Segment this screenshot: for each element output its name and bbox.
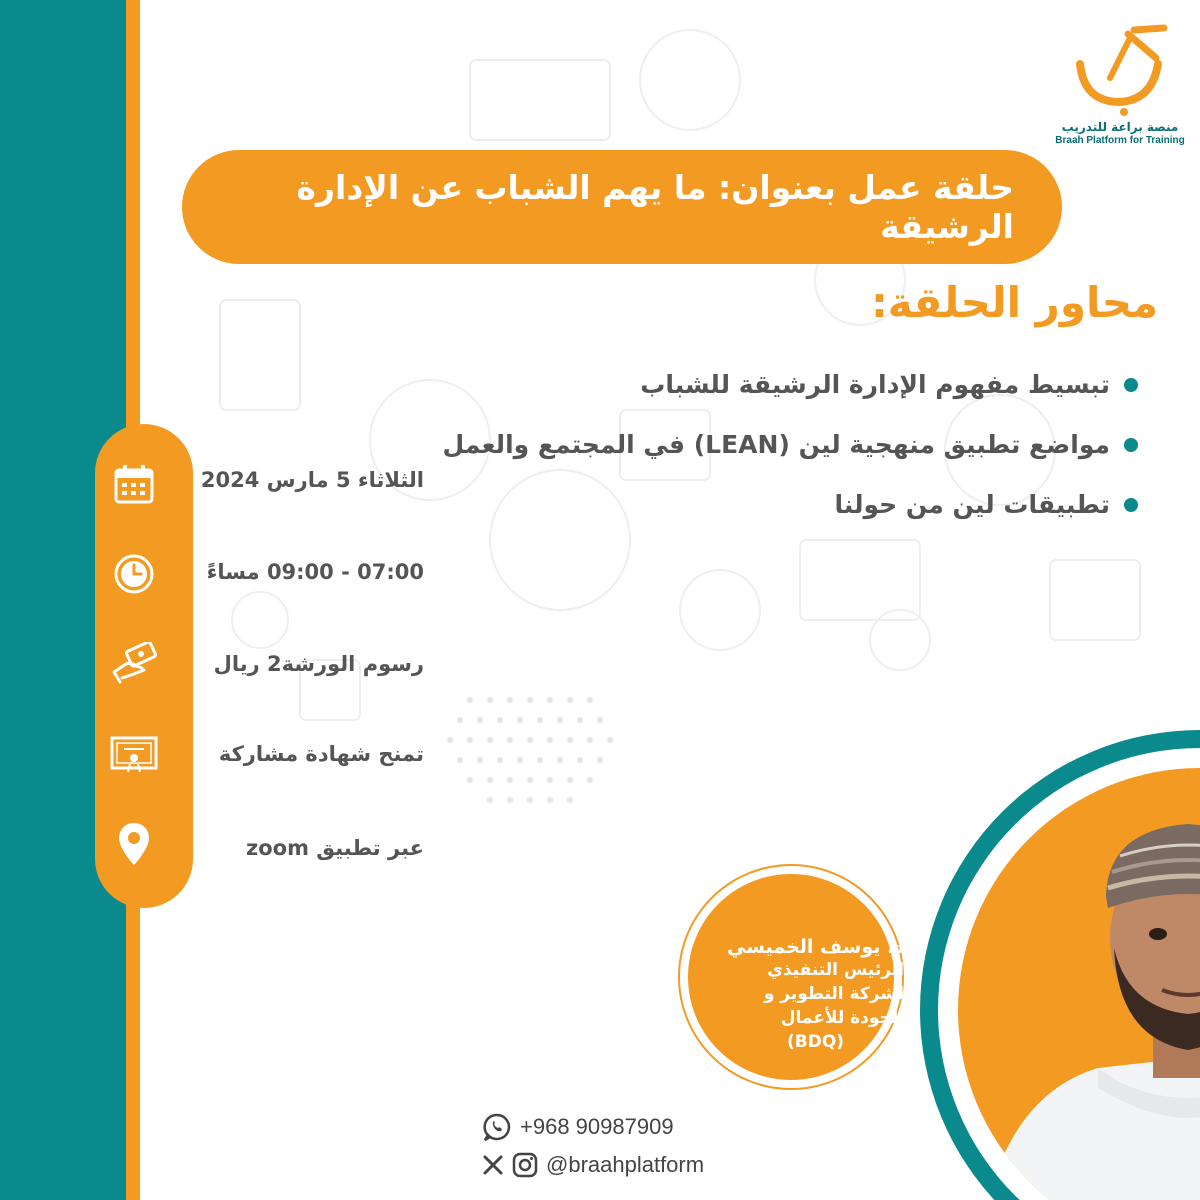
- axis-item-text: تبسيط مفهوم الإدارة الرشيقة للشباب: [640, 370, 1110, 399]
- speaker-organization: (BDQ): [786, 1032, 845, 1052]
- certificate-note: تمنح شهادة مشاركة: [218, 742, 424, 766]
- phone-contact[interactable]: [482, 1112, 674, 1142]
- workshop-fee: رسوم الورشة2 ريال: [213, 652, 424, 676]
- braah-logo-icon: [1070, 24, 1170, 116]
- speaker-photo: [958, 768, 1200, 1200]
- event-date: الثلاثاء 5 مارس 2024: [200, 468, 424, 492]
- speaker-role-line: الجودة للأعمال: [780, 1008, 904, 1028]
- social-contact[interactable]: [482, 1152, 704, 1178]
- workshop-title: حلقة عمل بعنوان: ما يهم الشباب عن الإدارة الرشيقة: [296, 168, 1014, 246]
- location-pin-icon: [104, 814, 164, 874]
- axes-heading: محاور الحلقة:: [870, 278, 1158, 327]
- title-banner: [182, 150, 1062, 264]
- calendar-icon: [104, 454, 164, 514]
- axis-item: [640, 370, 1138, 399]
- bullet-dot: [1124, 498, 1138, 512]
- speaker-role-line: الرئيس التنفيذي: [767, 960, 904, 980]
- axis-item-text: تطبيقات لين من حولنا: [834, 490, 1110, 519]
- axis-item-text: مواضع تطبيق منهجية لين (LEAN) في المجتمع والعمل: [442, 430, 1110, 459]
- brand-name-english: Braah Platform for Training: [1055, 135, 1185, 146]
- clock-icon: [104, 544, 164, 604]
- speaker-info: [727, 936, 904, 1054]
- axis-item: [443, 430, 1139, 459]
- bullet-dot: [1124, 378, 1138, 392]
- social-handle: @braahplatform: [546, 1152, 705, 1177]
- instagram-icon: [512, 1152, 538, 1178]
- brand-logo: [1050, 24, 1190, 146]
- x-icon: [482, 1154, 504, 1176]
- axis-item: [834, 490, 1138, 519]
- whatsapp-icon: [482, 1112, 512, 1142]
- speaker-role-line: لشركة التطوير و: [763, 984, 904, 1004]
- phone-number: +968 90987909: [520, 1114, 674, 1139]
- bullet-dot: [1124, 438, 1138, 452]
- event-time: 07:00 - 09:00 مساءً: [206, 560, 424, 584]
- certificate-icon: [104, 724, 164, 784]
- event-platform: عبر تطبيق zoom: [246, 836, 424, 860]
- speaker-photo-frame: [958, 768, 1200, 1200]
- money-hand-icon: [104, 634, 164, 694]
- speaker-name: د. يوسف الخميسي: [727, 936, 904, 958]
- brand-name-arabic: منصة براعة للتدريب: [1061, 120, 1179, 134]
